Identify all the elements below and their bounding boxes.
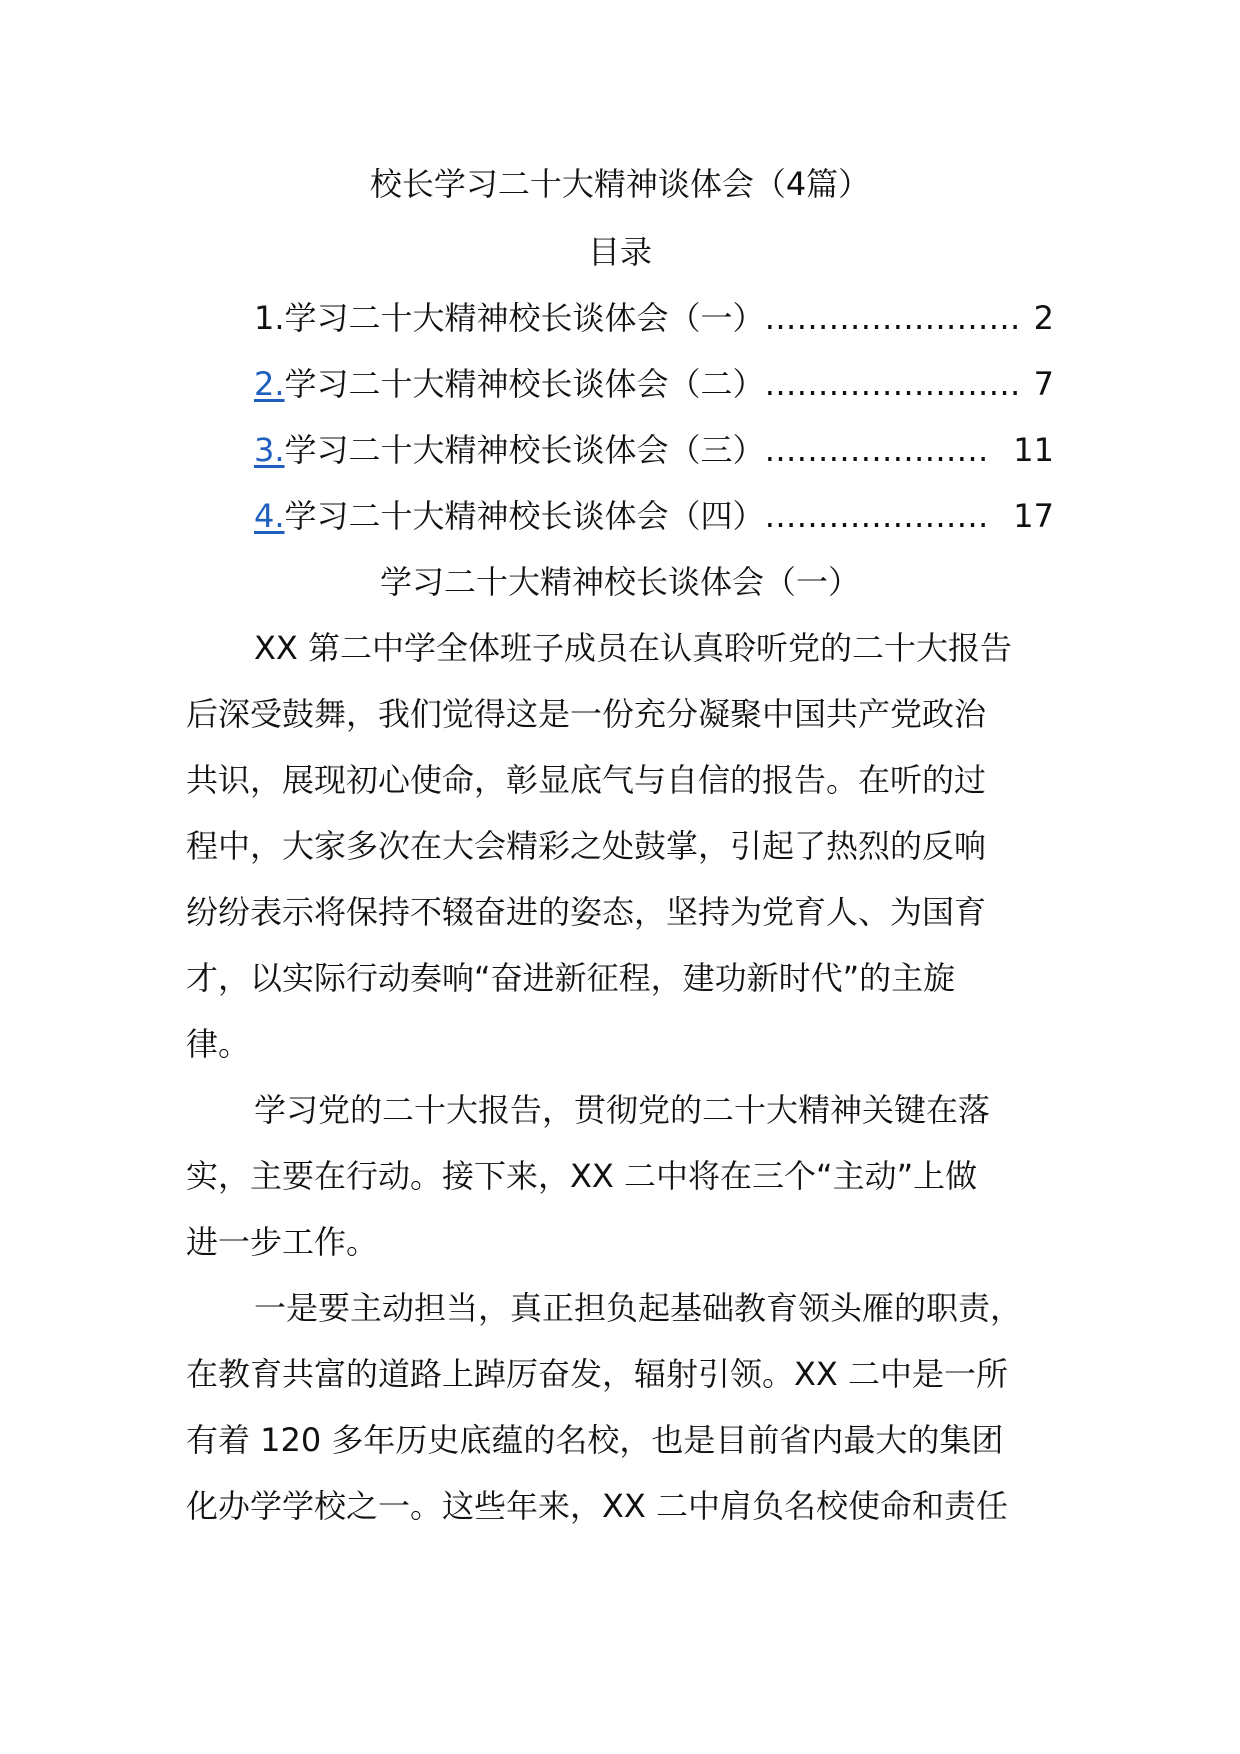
paragraph-line: 进一步工作。 <box>186 1223 379 1261</box>
paragraph-line: 实，主要在行动。接下来，XX 二中将在三个“主动”上做 <box>186 1157 978 1195</box>
toc-entry-title: 学习二十大精神校长谈体会（四） <box>284 497 765 535</box>
toc-entry-title: 学习二十大精神校长谈体会（一） <box>284 299 765 337</box>
toc-entry-number: 1. <box>254 299 285 337</box>
paragraph-line: 才，以实际行动奏响“奋进新征程，建功新时代”的主旋 <box>186 959 956 997</box>
toc-entry-title: 学习二十大精神校长谈体会（三） <box>284 431 765 469</box>
toc-entry-page: 11 <box>1013 431 1054 469</box>
toc-entry-page: 17 <box>1013 497 1054 535</box>
document-title: 校长学习二十大精神谈体会（4篇） <box>369 165 871 203</box>
paragraph-line: 在教育共富的道路上踔厉奋发，辐射引领。XX 二中是一所 <box>186 1355 1009 1393</box>
toc-entry-title: 学习二十大精神校长谈体会（二） <box>284 365 765 403</box>
paragraph-line: 共识，展现初心使命，彰显底气与自信的报告。在听的过 <box>186 761 987 799</box>
toc-entry-link-number[interactable]: 3. <box>254 431 285 469</box>
paragraph-line: 纷纷表示将保持不辍奋进的姿态，坚持为党育人、为国育 <box>186 893 987 931</box>
toc-entry[interactable] <box>254 356 1054 412</box>
paragraph-line: 后深受鼓舞，我们觉得这是一份充分凝聚中国共产党政治 <box>186 695 987 733</box>
paragraph-line: XX 第二中学全体班子成员在认真聆听党的二十大报告 <box>254 629 1013 667</box>
toc-entry-link-number[interactable]: 2. <box>254 365 285 403</box>
toc-entry[interactable] <box>254 422 1054 478</box>
toc-leader-dots: ………………… <box>764 497 989 535</box>
paragraph-line: 有着 120 多年历史底蕴的名校，也是目前省内最大的集团 <box>186 1421 1004 1459</box>
toc-entry-page: 2 <box>1033 299 1054 337</box>
toc-entry-page: 7 <box>1033 365 1054 403</box>
toc-entry[interactable] <box>254 488 1054 544</box>
paragraph-line: 程中，大家多次在大会精彩之处鼓掌，引起了热烈的反响 <box>186 827 987 865</box>
toc-entry-link-number[interactable]: 4. <box>254 497 285 535</box>
section-heading: 学习二十大精神校长谈体会（一） <box>379 563 860 601</box>
paragraph-line: 律。 <box>186 1025 251 1063</box>
toc-leader-dots: ………………… <box>764 431 989 469</box>
toc-heading: 目录 <box>587 233 652 271</box>
paragraph-line: 化办学学校之一。这些年来，XX 二中肩负名校使命和责任 <box>186 1487 1009 1525</box>
toc-leader-dots: …………………… <box>764 365 1021 403</box>
toc-leader-dots: …………………… <box>764 299 1021 337</box>
toc-entry[interactable] <box>254 290 1054 346</box>
paragraph-line: 一是要主动担当，真正担负起基础教育领头雁的职责， <box>254 1289 1023 1327</box>
paragraph-line: 学习党的二十大报告，贯彻党的二十大精神关键在落 <box>254 1091 991 1129</box>
